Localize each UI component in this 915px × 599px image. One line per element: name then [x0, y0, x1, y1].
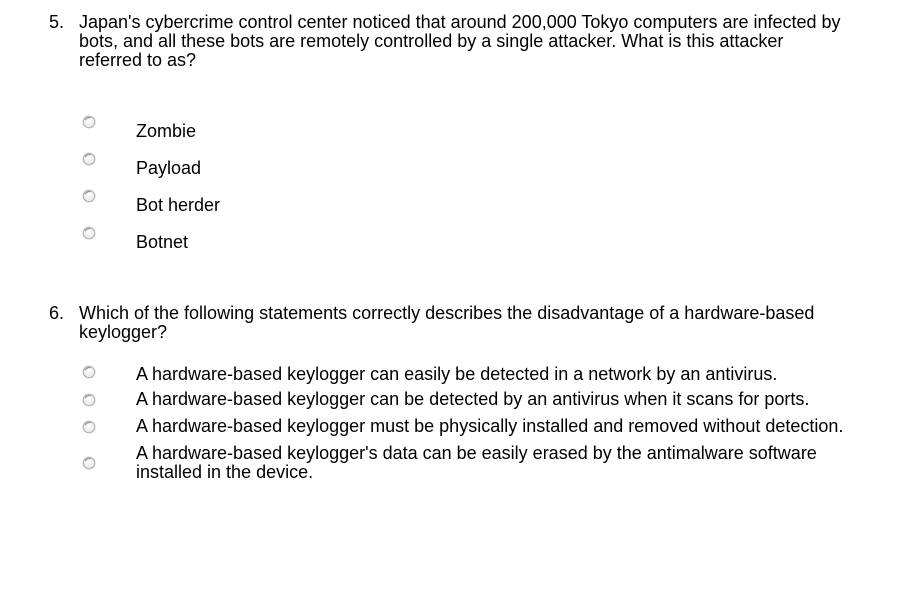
radio-button-icon[interactable]	[82, 115, 96, 129]
answer-option-label[interactable]: Botnet	[136, 232, 189, 252]
answer-option-label[interactable]: A hardware-based keylogger can easily be detected in a network by an antivirus.	[136, 364, 778, 384]
question-text: Japan's cybercrime control center noticed that around 200,000 Tokyo computers are infected by bots, and all these bots are remotely controlled by a single attacker. What is this attacker referred to as?	[79, 12, 841, 70]
answer-options	[49, 365, 849, 482]
answer-option-label[interactable]: Zombie	[136, 121, 197, 141]
radio-button-icon[interactable]	[82, 420, 96, 434]
answer-option[interactable]	[49, 113, 849, 150]
answer-option[interactable]	[49, 390, 849, 409]
radio-button-icon[interactable]	[82, 365, 96, 379]
question-number: 5.	[49, 12, 65, 32]
answer-option[interactable]	[49, 187, 849, 224]
question-5	[49, 13, 849, 261]
answer-option-label[interactable]: Bot herder	[136, 195, 221, 215]
radio-button-icon[interactable]	[82, 152, 96, 166]
question-6	[49, 304, 849, 490]
answer-option[interactable]	[49, 224, 849, 261]
answer-options	[49, 113, 849, 261]
answer-option-label[interactable]: A hardware-based keylogger can be detected by an antivirus when it scans for ports.	[136, 389, 810, 409]
answer-option[interactable]	[49, 365, 849, 384]
radio-button-icon[interactable]	[82, 456, 96, 470]
question-number: 6.	[49, 303, 65, 323]
answer-option-label[interactable]: A hardware-based keylogger must be physically installed and removed without detection.	[136, 416, 844, 436]
answer-option[interactable]	[49, 444, 849, 482]
radio-button-icon[interactable]	[82, 226, 96, 240]
question-5-stem	[49, 13, 849, 70]
radio-button-icon[interactable]	[82, 393, 96, 407]
answer-option[interactable]	[49, 150, 849, 187]
answer-option[interactable]	[49, 417, 849, 436]
radio-button-icon[interactable]	[82, 189, 96, 203]
question-text: Which of the following statements correctly describes the disadvantage of a hardware-based keylogger?	[79, 303, 815, 342]
answer-option-label[interactable]: Payload	[136, 158, 202, 178]
answer-option-label[interactable]: A hardware-based keylogger's data can be easily erased by the antimalware software installed in the device.	[136, 443, 817, 482]
question-6-stem	[49, 304, 849, 342]
